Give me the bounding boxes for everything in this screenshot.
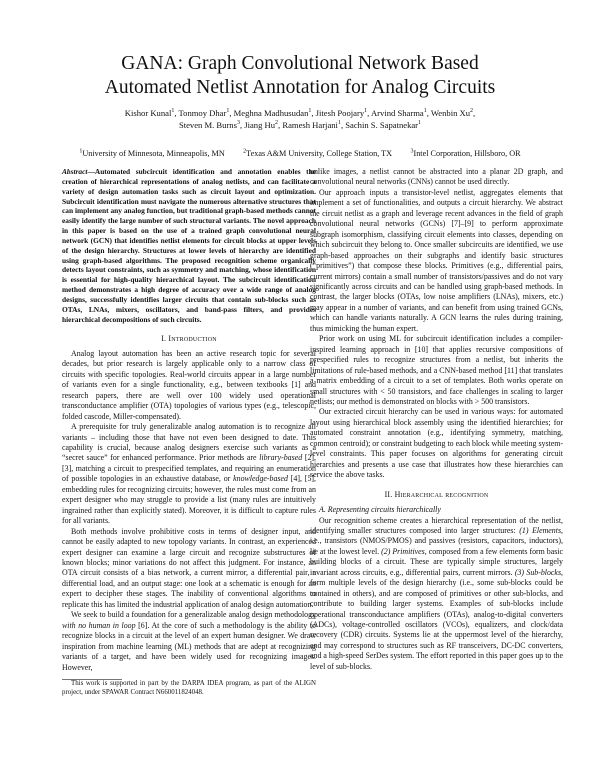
affil-mark: 1: [79, 148, 83, 155]
section-heading-introduction: [62, 334, 316, 344]
right-paragraph-3: Prior work on using ML for subcircuit identification includes a compiler-inspired learning approach in [10] that applies recursive compositions of prespecified rules to recognize structures from a netlist, but inherits the limitations of rule-based methods, and a CNN-based method [11] that translates a matrix embedding of a circuit to a set of templates. Both works operate on small structures with < 50 transistors, and face challenges in scaling to larger netlists; our method is demonstrated on blocks with > 500 transistors.: [310, 334, 563, 406]
author-name: Meghna Madhusudan: [233, 108, 309, 118]
text-run-emphasis: (1) Elements: [519, 525, 562, 535]
author-affil-mark: 1: [364, 108, 368, 115]
section2-paragraph-1: [310, 516, 563, 673]
text-run-emphasis: knowledge-based: [233, 474, 288, 484]
author-affil-mark: 1: [171, 108, 175, 115]
affiliation: Texas A&M University, College Station, TX: [246, 149, 393, 158]
text-run: Our recognition scheme creates a hierarchical representation of the netlist, identifying smaller structures composed into larger structures:: [310, 515, 563, 535]
intro-paragraph-4: [62, 610, 316, 673]
footnote: This work is supported in part by the DARPA IDEA program, as part of the ALIGN project, under SPAWAR Contract N660011824048.: [62, 680, 316, 696]
right-paragraph-4: Our extracted circuit hierarchy can be used in various ways: for automated layout using hierarchical block assembly using the identified hierarchies; for automated constraint annotation (e.g., identifying symmetry, matching, common centroid); or constraint budgeting to each block while meeting system-level constraints. This paper focuses on algorithms for generating circuit hierarchies and presents a use case that illustrates how these hierarchies can service the above tasks.: [310, 407, 563, 480]
affil-mark: 2: [243, 148, 247, 155]
abstract-text: —Automated subcircuit identification and annotation enables the creation of hierarchical representations of analog netlists, and can facilitate a variety of design automation tasks such as circuit layout and optimization. Subcircuit identification must navigate the numerous alternative structures that can implement any analog function, but traditional graph-based methods cannot easily identify the large number of such structural variants. The novel approach in this paper is based on the use of a trained graph convolutional neural network (GCN) that identifies netlist elements for circuit blocks at upper levels of the design hierarchy. Structures at lower levels of hierarchy are identified using graph-based algorithms. The proposed recognition scheme organically detects layout constraints, such as symmetry and matching, whose identification is essential for high-quality hierarchical layout. The subcircuit identification method demonstrates a high degree of accuracy over a wide range of analog designs, successfully identifies larger circuits that contain sub-blocks such as OTAs, LNAs, mixers, oscillators, and band-pass filters, and provides hierarchical decompositions of such circuits.: [62, 167, 316, 324]
text-run: [4], [5], embedding rules for recognizing circuits; however, the rules must come from an expert designer who may struggle to provide a list (many rules are intuitively ingrained rather than explicitly stated). Moreover, it is difficult to capture rules for all variants.: [62, 474, 316, 526]
author-affil-mark: 1: [418, 119, 422, 126]
abstract-label: Abstract: [62, 167, 88, 176]
author-name: Steven M. Burns: [178, 119, 237, 130]
text-run-emphasis: library-based: [259, 453, 303, 463]
intro-paragraph-1: Analog layout automation has been an active research topic for several decades, but prior research is largely applicable only to a narrow class of circuits with specific topologies. Real-world circuits appear in a large number of variants even for a single functionality, e.g., between textbooks [1] and research papers, there are well over 100 widely used operational transconductance amplifier (OTA) topologies of various types (e.g., telescopic, folded cascode, Miller-compensated).: [62, 348, 316, 421]
text-run: We seek to build a foundation for a generalizable analog design methodology: [71, 610, 316, 620]
text-run: [2], [3], matching a circuit to prespecified templates, and requiring an enumeration of possible topologies in an exhaustive database, or: [62, 453, 316, 484]
author-name: Tonmoy Dhar: [178, 108, 227, 118]
subsection-letter: A.: [319, 505, 326, 515]
author-affil-mark: 2: [275, 119, 279, 126]
right-paragraph-1: unlike images, a netlist cannot be abstracted into a planar 2D graph, and convolutional neural networks (CNNs) cannot be used directly.: [310, 167, 563, 187]
text-run-emphasis: with no human in loop: [62, 620, 136, 630]
right-column: [310, 167, 563, 672]
author-affil-mark: 2: [470, 108, 474, 115]
author-name: Kishor Kunal: [124, 108, 172, 118]
text-run: , i.e., transistors (NMOS/PMOS) and passives (resistors, capacitors, inductors), lie at the lowest level.: [310, 525, 563, 556]
subsection-title: Representing circuits hierarchically: [327, 505, 441, 515]
section-title: Introduction: [168, 333, 217, 343]
author-name: Jitesh Poojary: [315, 108, 365, 118]
text-run-emphasis: (2) Primitives: [381, 546, 425, 556]
text-run: , form multiple levels of the design hierarchy (i.e., some sub-blocks could be contained in others), and are composed of primitives or other sub-blocks, and contribute to building larger systems. Examples of sub-blocks include operational transconductance amplifiers (OTAs), analog-to-digital converters (ADCs), voltage-controlled oscillators (VCOs), equalizers, and clock/data recovery (CDR) circuits. Systems lie at the uppermost level of the hierarchy, and may correspond to structures such as RF transceivers, DC-DC converters, and a high-speed SerDes system. The effort reported in this paper goes up to the level of sub-blocks.: [310, 567, 563, 671]
author-name: Wenbin Xu: [430, 108, 471, 118]
intro-paragraph-3: Both methods involve prohibitive costs in terms of designer input, and cannot be easily adapted to new topology variants. In contrast, an experienced expert designer can examine a large circuit and recognize substructures of known blocks; minor variations do not affect this judgment. For instance, an OTA circuit consists of a bias network, a current mirror, a differential pair, a differential load, and an output stage: one look at a schematic is enough for an expert to decipher these stages. The inability of conventional algorithms to replicate this has limited the industrial application of analog design automation.: [62, 526, 316, 609]
affiliation: Intel Corporation, Hillsboro, OR: [413, 149, 521, 158]
paper-title: [40, 52, 560, 100]
author-name: Ramesh Harjani: [282, 119, 338, 130]
author-affil-mark: 1: [423, 108, 427, 115]
right-paragraph-2: Our approach inputs a transistor-level netlist, aggregates elements that implement a set of functionalities, and outputs a circuit hierarchy. We abstract the circuit netlist as a graph and leverage recent advances in the field of graph convolutional neural networks (GCNs) [7]–[9] to perform approximate subgraph isomorphism, classifying circuit elements into classes, depending on which subcircuit they belong to. Once smaller subcircuits are identified, we use graph-based approaches on their subgraphs and identify basic structures (“primitives”) that compose these blocks. Primitives (e.g., differential pairs, current mirrors) contain a small number of transistors/passives and do not vary significantly across circuits and can be handled using graph-based methods. In contrast, the larger blocks (OTAs, low noise amplifiers (LNAs), mixers, etc.) may appear in a number of variants, and can benefit from using trained GCNs, which can handle variants naturally. A GCN learns the rules during training, thus mimicking the human expert.: [310, 187, 563, 333]
intro-paragraph-2: [62, 422, 316, 527]
author-affil-mark: 1: [226, 108, 230, 115]
affiliation: University of Minnesota, Minneapolis, MN: [82, 149, 225, 158]
title-line-2: Automated Netlist Annotation for Analog Circuits: [104, 77, 496, 98]
author-affil-mark: 3: [236, 119, 240, 126]
text-run: A prerequisite for truly generalizable analog automation is to recognize all variants – including those that have not even been designed to date. This capability is crucial, because analog designers exercise such variants as a “secret sauce” for enhanced performance. Prior methods are: [62, 422, 316, 463]
section-numeral: I.: [161, 333, 167, 343]
author-list: [30, 108, 570, 131]
text-run-emphasis: (3) Sub-blocks: [514, 567, 562, 577]
left-column: [62, 167, 316, 698]
affil-mark: 3: [410, 148, 414, 155]
author-name: Sachin S. Sapatnekar: [345, 119, 419, 130]
affiliations: [30, 149, 570, 158]
abstract: [62, 167, 316, 325]
section-title: Hierarchical recognition: [394, 489, 489, 499]
section-numeral: II.: [384, 489, 393, 499]
section-heading-hierarchical-recognition: [310, 490, 563, 500]
author-name: Jiang Hu: [244, 119, 276, 130]
author-affil-mark: 1: [337, 119, 341, 126]
author-affil-mark: 1: [308, 108, 312, 115]
author-line-2: Steven M. Burns$^3$, Jiang Hu$^2$, Ramesh Harjani$^1$, Sachin S. Sapatnekar$^1$: [178, 119, 422, 130]
text-run: [6]. At the core of such a methodology is the ability to recognize blocks in a circuit at the level of an expert human designer. We draw inspiration from machine learning (ML) methods that are adept at recognizing variants of a target, and have been widely used for recognizing images. However,: [62, 620, 316, 672]
subsection-heading: [310, 505, 563, 515]
author-line-1: Kishor Kunal$^1$, Tonmoy Dhar$^1$, Meghna Madhusudan$^1$, Jitesh Poojary$^1$, Arvind Sharma$^1$, Wenbin Xu$^2$,: [124, 108, 476, 118]
text-run: , composed from a few elements form basic building blocks of a circuit. These are typically simple structures, largely invariant across circuits, e.g., differential pairs, current mirrors.: [310, 546, 563, 577]
author-name: Arvind Sharma: [370, 108, 424, 118]
title-line-1: GANA: Graph Convolutional Network Based: [121, 53, 479, 74]
